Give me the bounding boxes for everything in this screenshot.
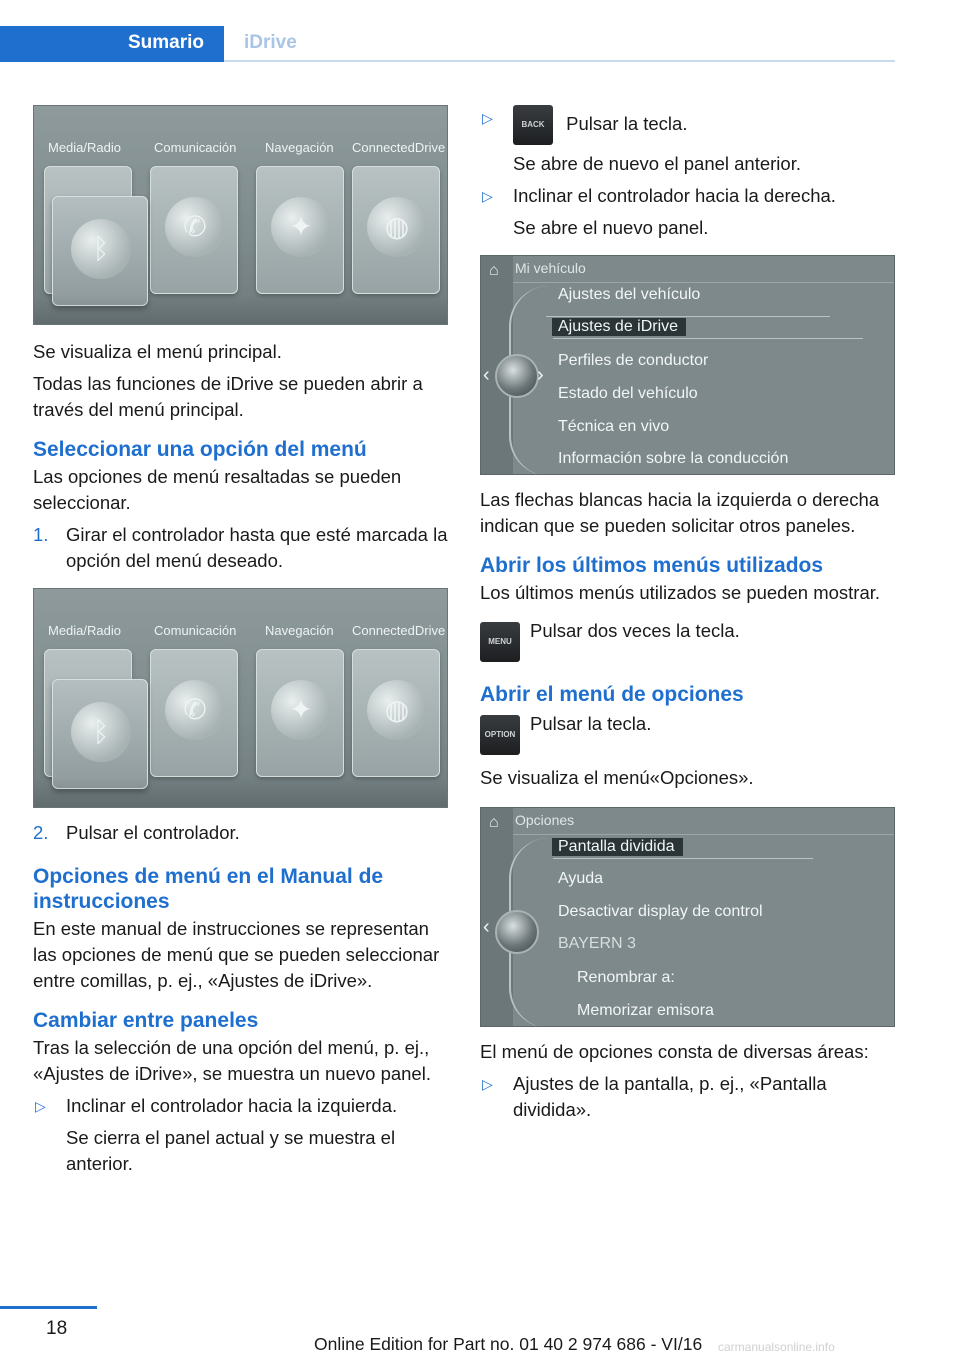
bullet-tilt-right-text: Inclinar el controlador hacia la derecha.	[513, 185, 836, 206]
bullet-screen-settings	[480, 1071, 895, 1123]
option-key-icon: OPTION	[480, 715, 520, 755]
text-arrows: Las flechas blancas hacia la izquierda o derecha indican que se pueden solicitar otros paneles.	[480, 489, 880, 536]
controller-knob-icon	[495, 354, 539, 398]
panel-item: Ayuda	[558, 870, 604, 887]
bullet-tilt-right	[480, 183, 895, 241]
selection-rule	[553, 858, 813, 859]
text-options-shown: Se visualiza el menú«Opciones».	[480, 767, 754, 788]
main-menu-screenshot-2	[33, 588, 448, 808]
screen-shade	[34, 294, 447, 324]
tile-media-front	[52, 679, 148, 789]
tile-navegacion	[256, 649, 344, 777]
text-main-menu: Se visualiza el menú principal.	[33, 341, 282, 362]
step-1-number: 1.	[33, 524, 49, 545]
text-options-areas: El menú de opciones consta de diversas áreas:	[480, 1041, 869, 1062]
tab-sumario[interactable]: Sumario	[0, 26, 224, 62]
watermark: carmanualsonline.info	[718, 1340, 835, 1354]
panel-mi-vehiculo	[480, 255, 895, 475]
globe-icon: ◍	[367, 680, 427, 740]
tile-label-connecteddrive: ConnectedDrive	[352, 140, 446, 155]
triangle-bullet-icon: ▷	[482, 110, 493, 126]
left-column	[33, 105, 448, 1183]
text-switch-panels: Tras la selección de una opción del menú, p. ej., «Ajustes de iDrive», se muestra un nuevo panel.	[33, 1037, 431, 1084]
header-tabs	[0, 26, 895, 62]
step-2-number: 2.	[33, 822, 49, 843]
footer-rule	[0, 1306, 97, 1309]
tile-label-comunicacion: Comunicación	[154, 623, 237, 638]
option-key-text: Pulsar la tecla.	[530, 713, 652, 734]
step-2	[33, 820, 448, 846]
panel-item-selected: Pantalla dividida	[552, 838, 683, 856]
triangle-bullet-icon: ▷	[482, 1076, 493, 1092]
chevron-left-icon: ‹	[483, 916, 490, 938]
back-key-text: Pulsar la tecla.	[566, 112, 688, 134]
selection-rule	[546, 316, 830, 317]
tile-navegacion	[256, 166, 344, 294]
panel-title-rule	[513, 282, 895, 283]
panel-opciones	[480, 807, 895, 1027]
home-icon: ⌂	[489, 262, 499, 279]
tile-comunicacion	[150, 649, 238, 777]
panel-item: Información sobre la conducción	[558, 450, 789, 467]
bullet-tilt-left-text: Inclinar el controlador hacia la izquierda.	[66, 1095, 398, 1116]
back-key-sub: Se abre de nuevo el panel anterior.	[513, 153, 801, 174]
map-icon: ✦	[271, 680, 331, 740]
panel-item: Memorizar emisora	[577, 1002, 714, 1019]
triangle-bullet-icon: ▷	[482, 188, 493, 204]
main-menu-screenshot-1	[33, 105, 448, 325]
text-last-menus: Los últimos menús utilizados se pueden mostrar.	[480, 582, 881, 603]
heading-last-menus: Abrir los últimos menús utilizados	[480, 554, 824, 577]
tab-idrive[interactable]: iDrive	[244, 32, 297, 53]
bullet-tilt-left-sub: Se cierra el panel actual y se muestra el anterior.	[66, 1127, 396, 1174]
bullet-back-key	[480, 105, 895, 177]
text-idrive-functions: Todas las funciones de iDrive se pueden abrir a través del menú principal.	[33, 373, 423, 420]
tile-connecteddrive	[352, 166, 440, 294]
panel-title: Mi vehículo	[515, 260, 586, 276]
tile-connecteddrive	[352, 649, 440, 777]
triangle-bullet-icon: ▷	[35, 1098, 46, 1114]
step-1	[33, 522, 448, 574]
panel-title-rule	[513, 834, 895, 835]
tile-label-connecteddrive: ConnectedDrive	[352, 623, 446, 638]
option-key-row	[480, 711, 895, 759]
tile-label-media: Media/Radio	[48, 140, 121, 155]
bullet-tilt-left	[33, 1093, 448, 1177]
map-icon: ✦	[271, 197, 331, 257]
home-icon: ⌂	[489, 814, 499, 831]
panel-title: Opciones	[515, 812, 575, 828]
menu-key-text: Pulsar dos veces la tecla.	[530, 620, 740, 641]
bullet-screen-settings-text: Ajustes de la pantalla, p. ej., «Pantalla dividida».	[513, 1073, 827, 1120]
heading-manual-options: Opciones de menú en el Manual de instrucciones	[33, 865, 384, 913]
tile-label-media: Media/Radio	[48, 623, 121, 638]
tile-label-navegacion: Navegación	[265, 623, 334, 638]
bluetooth-icon: ᛒ	[71, 702, 131, 762]
tile-comunicacion	[150, 166, 238, 294]
heading-options-menu: Abrir el menú de opciones	[480, 683, 744, 706]
bullet-tilt-right-sub: Se abre el nuevo panel.	[513, 217, 709, 238]
edition-note: Online Edition for Part no. 01 40 2 974 686 - VI/16	[314, 1334, 703, 1354]
bluetooth-icon: ᛒ	[71, 219, 131, 279]
chevron-left-icon: ‹	[483, 364, 490, 386]
panel-item-selected: Ajustes de iDrive	[552, 318, 686, 336]
heading-select-option: Seleccionar una opción del menú	[33, 438, 367, 461]
panel-item: Desactivar display de control	[558, 903, 763, 920]
text-manual-options: En este manual de instrucciones se representan las opciones de menú que se pueden seleccionar entre comillas, p. ej., «Ajustes de iDrive».	[33, 918, 440, 991]
text-select-option: Las opciones de menú resaltadas se pueden seleccionar.	[33, 466, 402, 513]
back-key-icon: BACK	[513, 105, 553, 145]
page-number: 18	[46, 1318, 68, 1339]
panel-item: Técnica en vivo	[558, 418, 670, 435]
heading-switch-panels: Cambiar entre paneles	[33, 1009, 259, 1032]
tile-label-comunicacion: Comunicación	[154, 140, 237, 155]
selection-rule	[553, 338, 863, 339]
panel-item: Ajustes del vehículo	[558, 286, 701, 303]
phone-icon: ✆	[165, 197, 225, 257]
right-column	[480, 105, 895, 1129]
step-1-text: Girar el controlador hasta que esté marcada la opción del menú deseado.	[66, 524, 448, 571]
chevron-right-icon: ›	[537, 364, 544, 386]
menu-key-icon: MENU	[480, 622, 520, 662]
phone-icon: ✆	[165, 680, 225, 740]
step-2-text: Pulsar el controlador.	[66, 822, 240, 843]
menu-key-row	[480, 618, 895, 666]
globe-icon: ◍	[367, 197, 427, 257]
panel-item: Estado del vehículo	[558, 385, 698, 402]
panel-item: Perfiles de conductor	[558, 352, 709, 369]
screen-shade	[34, 777, 447, 807]
controller-knob-icon	[495, 910, 539, 954]
tile-label-navegacion: Navegación	[265, 140, 334, 155]
panel-section-label: BAYERN 3	[558, 935, 636, 952]
panel-item: Renombrar a:	[577, 969, 675, 986]
tile-media-front	[52, 196, 148, 306]
